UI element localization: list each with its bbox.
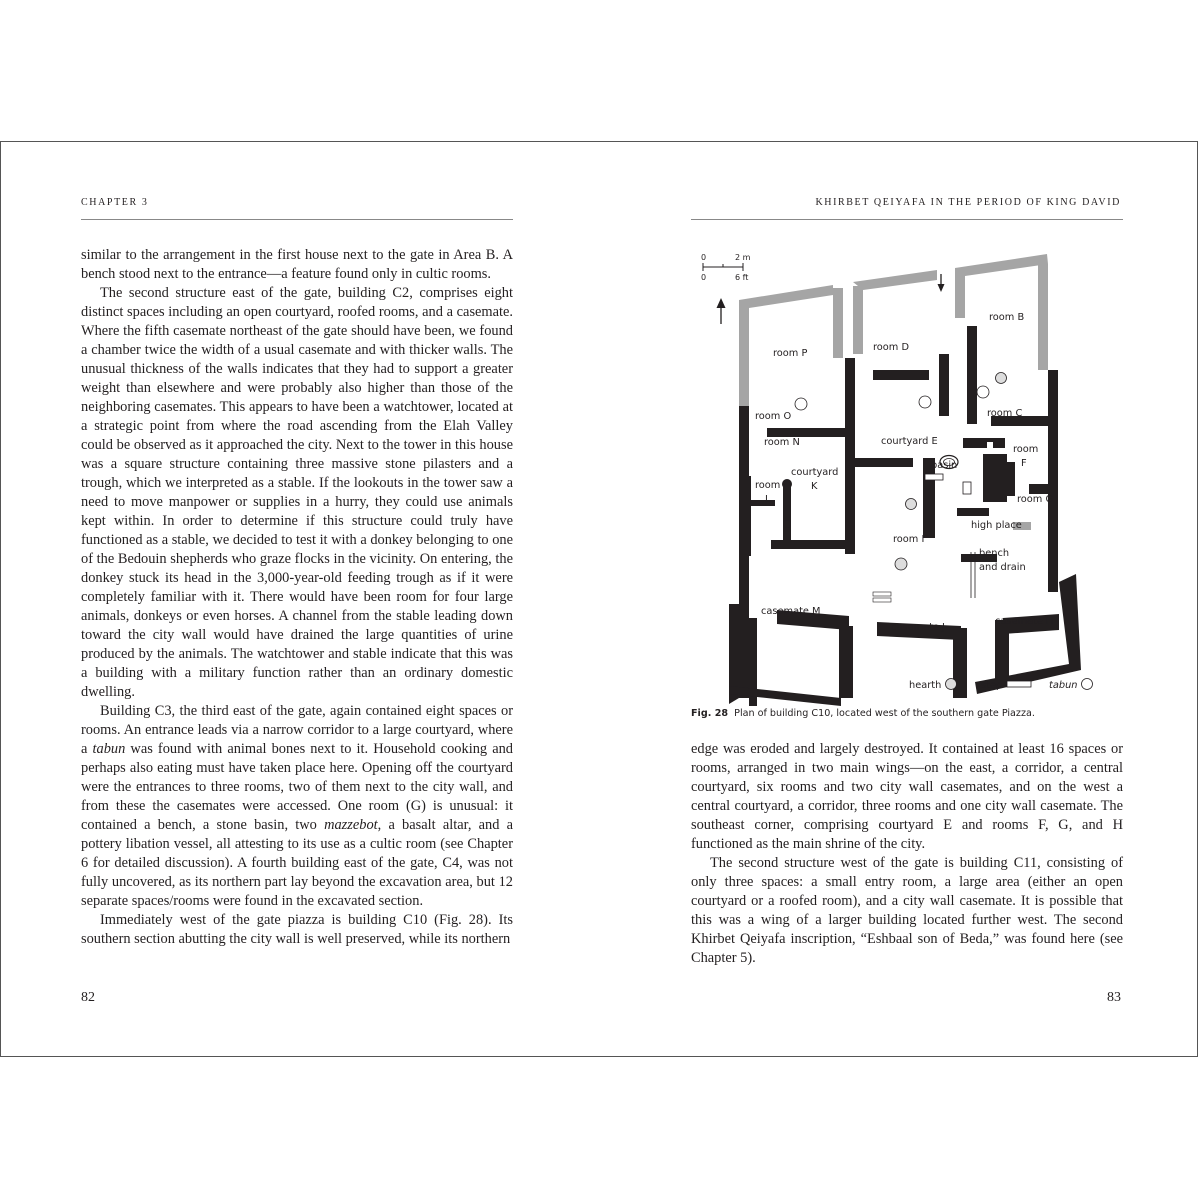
p3-text-a: Building C3, the third east of the gate, again contained eight spaces or rooms. An entrance leads via a narrow corridor to a large courtyard, where a <box>81 703 513 757</box>
right-running-head: KHIRBET QEIYAFA IN THE PERIOD OF KING DAVID <box>815 197 1121 208</box>
label-courtyard-k-2: K <box>811 481 818 492</box>
left-folio: 82 <box>81 990 95 1005</box>
label-basin: basin <box>931 460 958 471</box>
north-arrow-icon <box>717 298 726 324</box>
scale-ft-label: 6 ft <box>735 273 749 282</box>
label-casemate-j: casemate J <box>891 622 945 633</box>
p3-text-b: was found with animal bones next to it. Household cooking and perhaps also eating must have taken place here. Opening off the courtyard were the entrances to three rooms, two of them next to the city wall, and from these the casemates were accessed. One room (G) is unusual: it contained a bench, a stone basin, two <box>81 741 513 833</box>
label-room-g: room G <box>1017 494 1054 505</box>
preserved-walls <box>729 326 1081 706</box>
label-courtyard-e: courtyard E <box>881 436 938 447</box>
figure-legend <box>909 679 1093 692</box>
entrance-arrow-icon <box>938 274 945 292</box>
left-paragraph-1: similar to the arrangement in the first house next to the gate in Area B. A bench stood next to the entrance—a feature found only in cultic rooms. <box>81 247 513 282</box>
left-header-rule <box>81 219 513 220</box>
label-bench-1: bench <box>979 548 1010 559</box>
label-courtyard-k-1: courtyard <box>791 467 839 478</box>
figure-caption-text: Plan of building C10, located west of the southern gate Piazza. <box>734 708 1035 719</box>
label-room-f-2: F <box>1021 458 1027 469</box>
label-room-l-1: room <box>755 480 781 491</box>
scale-zero-top: 0 <box>701 253 707 262</box>
tabun-icon <box>1082 679 1093 690</box>
book-spread <box>0 141 1198 1057</box>
right-header-rule <box>691 219 1123 220</box>
left-paragraph-3 <box>81 702 513 911</box>
legend-tabun-label: tabun <box>1049 680 1078 691</box>
label-room-b: room B <box>989 312 1025 323</box>
legend-step-label: step <box>981 680 1003 691</box>
figure-caption <box>691 708 1131 719</box>
right-paragraph-2: The second structure west of the gate is building C11, consisting of only three spaces: a small entry room, a large area (either an open courtyard or a roofed room), and a city wall casemate. It is possible that this was a wing of a larger building located further west. The second Khirbet Qeiyafa inscription, “Eshbaal son of Beda,” was found here (see Chapter 5). <box>691 855 1123 966</box>
legend-hearth-label: hearth <box>909 680 942 691</box>
label-high-place: high place <box>971 520 1022 531</box>
left-running-head: CHAPTER 3 <box>81 197 149 208</box>
label-room-l-2: L <box>765 494 771 505</box>
right-body-text <box>691 740 1123 968</box>
p3-text-c: , a basalt altar, and a pottery libation vessel, all attesting to its use as a cultic room (see Chapter 6 for detailed discussion). A fourth building east of the gate, C4, was not fully uncovered, as its northern part lay beyond the excavation area, but 12 separate spaces/rooms were found in the excavated section. <box>81 817 513 909</box>
scale-m-label: 2 m <box>735 253 751 262</box>
step-icon <box>1007 681 1031 687</box>
label-casemate-h: casemate H <box>995 616 1054 627</box>
scale-bar <box>701 253 751 282</box>
left-paragraph-4: Immediately west of the gate piazza is building C10 (Fig. 28). Its southern section abutting the city wall is well preserved, while its northern <box>81 912 513 947</box>
hearth-icon <box>946 679 957 690</box>
label-room-i: room I <box>893 534 925 545</box>
label-room-f-1: room <box>1013 444 1039 455</box>
right-folio: 83 <box>1107 990 1121 1005</box>
label-room-c: room C <box>987 408 1023 419</box>
label-bench-2: and drain <box>979 562 1026 573</box>
mazzebot-term: mazzebot <box>324 817 378 833</box>
label-room-d: room D <box>873 342 910 353</box>
scale-zero-bottom: 0 <box>701 273 707 282</box>
label-room-p: room P <box>773 348 808 359</box>
building-c10-plan <box>691 238 1123 706</box>
left-paragraph-2: The second structure east of the gate, building C2, comprises eight distinct spaces including an open courtyard, roofed rooms, and a casemate. Where the fifth casemate northeast of the gate should have been, we found a chamber twice the width of a usual casemate and with thicker walls. The unusual thickness of the walls indicates that they had to support a greater weight than elsewhere and were probably also higher than those of the neighboring casemates. This appears to have been a watchtower, located at a strategic point from where the road ascending from the Elah Valley could be observed as it approached the city. Next to the tower in this house was a square structure containing three massive stone pilasters and a trough, which we interpreted as a stable. If the lookouts in the tower saw a need to move manpower or supplies in a hurry, they could use animals kept within. In order to determine if this structure could truly have functioned as a stable, we decided to test it with a donkey belonging to one of the Bedouin shepherds who graze flocks in the vicinity. On entering, the donkey stuck its head in the 3,000-year-old feeding trough as if it were completely familiar with it. There would have been room for four large animals, donkeys or even horses. A channel from the stable leading down toward the city wall would have drained the large quantities of urine produced by the animals. The watchtower and stable indicate that this was a building with a military function rather than an ordinary domestic dwelling. <box>81 285 514 700</box>
label-room-o: room O <box>755 411 792 422</box>
tabun-term: tabun <box>92 741 126 757</box>
right-paragraph-1: edge was eroded and largely destroyed. It contained at least 16 spaces or rooms, arranged in two main wings—on the east, a corridor, a central courtyard, six rooms and two city wall casemates, and on the west a central courtyard, a corridor, three rooms and one city wall casemate. The southeast corner, comprising courtyard E and rooms F, G, and H functioned as the main shrine of the city. <box>691 741 1123 852</box>
figure-number: Fig. 28 <box>691 708 729 719</box>
label-room-n: room N <box>764 437 800 448</box>
left-body-text <box>81 246 513 949</box>
label-casemate-m: casemate M <box>761 606 821 617</box>
